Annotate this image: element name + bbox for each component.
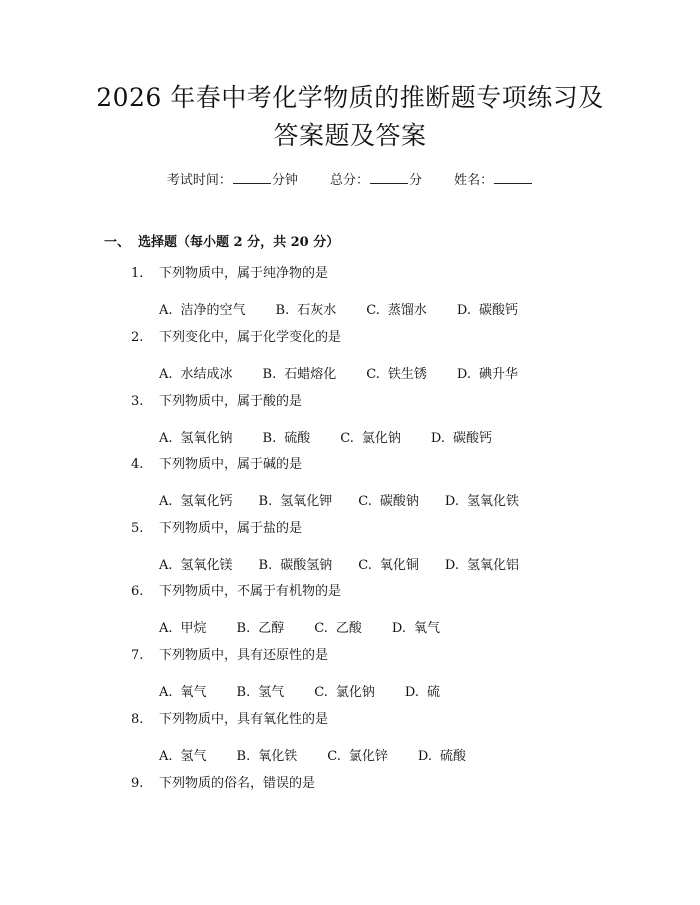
question-text: 下列物质中，不属于有机物的是 bbox=[159, 584, 342, 599]
question-8 bbox=[131, 708, 328, 727]
option-text: 甲烷 bbox=[180, 621, 207, 636]
question-9 bbox=[131, 772, 315, 791]
option-text: 乙酸 bbox=[335, 621, 362, 636]
option-a[interactable] bbox=[159, 617, 207, 636]
option-letter: D. bbox=[456, 303, 471, 318]
total-score-label: 总分： bbox=[329, 173, 369, 188]
exam-time-label: 考试时间： bbox=[166, 173, 232, 188]
option-letter: B. bbox=[262, 367, 277, 382]
page-title-line2: 答案题及答案 bbox=[273, 121, 427, 150]
section-title: 选择题（每小题 2 分，共 20 分） bbox=[138, 235, 340, 250]
option-b[interactable] bbox=[237, 745, 298, 764]
option-letter: B. bbox=[236, 621, 251, 636]
option-text: 氢氧化铁 bbox=[466, 494, 519, 509]
question-text: 下列变化中，属于化学变化的是 bbox=[159, 330, 342, 345]
option-text: 碳酸钙 bbox=[478, 303, 518, 318]
question-6-options bbox=[159, 617, 440, 636]
option-c[interactable] bbox=[327, 745, 388, 764]
question-text: 下列物质中，属于纯净物的是 bbox=[159, 266, 329, 281]
option-a[interactable] bbox=[159, 490, 233, 509]
option-text: 氯化钠 bbox=[335, 685, 375, 700]
option-letter: B. bbox=[236, 685, 251, 700]
option-d[interactable] bbox=[431, 427, 492, 446]
option-a[interactable] bbox=[159, 554, 233, 573]
option-d[interactable] bbox=[445, 490, 519, 509]
option-letter: D. bbox=[456, 367, 471, 382]
student-name-blank bbox=[494, 171, 532, 184]
option-text: 氢气 bbox=[180, 749, 207, 764]
option-d[interactable] bbox=[405, 681, 440, 700]
option-letter: C. bbox=[366, 367, 380, 382]
option-text: 石蜡熔化 bbox=[284, 367, 337, 382]
option-b[interactable] bbox=[259, 490, 333, 509]
option-b[interactable] bbox=[263, 427, 311, 446]
option-d[interactable] bbox=[457, 363, 518, 382]
option-c[interactable] bbox=[366, 299, 427, 318]
option-b[interactable] bbox=[237, 617, 285, 636]
option-text: 氢氧化铝 bbox=[466, 558, 519, 573]
option-letter: C. bbox=[358, 494, 372, 509]
option-text: 氢氧化镁 bbox=[180, 558, 233, 573]
question-2-options bbox=[159, 363, 518, 382]
option-letter: A. bbox=[159, 431, 173, 446]
section-number: 一、 bbox=[104, 235, 131, 250]
question-number: 4. bbox=[131, 457, 144, 472]
option-text: 碳酸钙 bbox=[452, 431, 492, 446]
option-letter: B. bbox=[275, 303, 290, 318]
option-a[interactable] bbox=[159, 681, 207, 700]
option-b[interactable] bbox=[263, 363, 337, 382]
option-text: 氯化锌 bbox=[348, 749, 388, 764]
option-text: 氧化铁 bbox=[258, 749, 298, 764]
exam-time-unit: 分钟 bbox=[271, 173, 298, 188]
question-text: 下列物质中，具有氧化性的是 bbox=[159, 712, 329, 727]
option-c[interactable] bbox=[366, 363, 427, 382]
option-text: 碳酸氢钠 bbox=[280, 558, 333, 573]
exam-meta bbox=[0, 169, 700, 188]
question-number: 2. bbox=[131, 330, 144, 345]
option-letter: B. bbox=[258, 558, 273, 573]
option-letter: B. bbox=[258, 494, 273, 509]
option-letter: A. bbox=[159, 367, 173, 382]
option-letter: A. bbox=[159, 494, 173, 509]
option-text: 乙醇 bbox=[258, 621, 285, 636]
question-3 bbox=[131, 390, 302, 409]
option-text: 氢氧化钾 bbox=[280, 494, 333, 509]
option-letter: D. bbox=[444, 494, 459, 509]
question-1 bbox=[131, 262, 328, 281]
student-name-field bbox=[454, 169, 533, 188]
option-text: 氢氧化钙 bbox=[180, 494, 233, 509]
total-score-field bbox=[330, 169, 422, 188]
option-text: 碘升华 bbox=[478, 367, 518, 382]
question-number: 1. bbox=[131, 266, 144, 281]
question-number: 5. bbox=[131, 521, 144, 536]
question-4 bbox=[131, 453, 302, 472]
option-text: 蒸馏水 bbox=[387, 303, 427, 318]
option-letter: D. bbox=[404, 685, 419, 700]
option-letter: D. bbox=[444, 558, 459, 573]
option-text: 铁生锈 bbox=[387, 367, 427, 382]
question-2 bbox=[131, 326, 341, 345]
option-letter: A. bbox=[159, 303, 173, 318]
option-letter: C. bbox=[340, 431, 354, 446]
option-text: 硫 bbox=[426, 685, 440, 700]
question-7-options bbox=[159, 681, 440, 700]
question-text: 下列物质中，属于碱的是 bbox=[159, 457, 303, 472]
question-text: 下列物质中，具有还原性的是 bbox=[159, 648, 329, 663]
option-text: 氯化钠 bbox=[361, 431, 401, 446]
option-a[interactable] bbox=[159, 299, 246, 318]
option-letter: B. bbox=[236, 749, 251, 764]
option-b[interactable] bbox=[276, 299, 337, 318]
option-c[interactable] bbox=[358, 490, 419, 509]
question-8-options bbox=[159, 745, 466, 764]
option-text: 石灰水 bbox=[297, 303, 337, 318]
option-text: 氢气 bbox=[258, 685, 285, 700]
option-letter: C. bbox=[327, 749, 341, 764]
option-letter: C. bbox=[358, 558, 372, 573]
option-a[interactable] bbox=[159, 745, 207, 764]
option-letter: D. bbox=[391, 621, 406, 636]
question-number: 9. bbox=[131, 776, 144, 791]
option-d[interactable] bbox=[418, 745, 466, 764]
option-d[interactable] bbox=[392, 617, 440, 636]
section-heading bbox=[104, 231, 339, 250]
option-b[interactable] bbox=[259, 554, 333, 573]
option-text: 硫酸 bbox=[439, 749, 466, 764]
option-a[interactable] bbox=[159, 427, 233, 446]
question-5-options bbox=[159, 554, 519, 573]
question-5 bbox=[131, 517, 302, 536]
option-c[interactable] bbox=[314, 617, 362, 636]
option-text: 氧气 bbox=[413, 621, 440, 636]
option-letter: C. bbox=[366, 303, 380, 318]
question-text: 下列物质的俗名，错误的是 bbox=[159, 776, 316, 791]
question-3-options bbox=[159, 427, 492, 446]
option-text: 氧化铜 bbox=[379, 558, 419, 573]
question-1-options bbox=[159, 299, 518, 318]
option-letter: B. bbox=[262, 431, 277, 446]
option-d[interactable] bbox=[457, 299, 518, 318]
exam-time-field bbox=[167, 169, 298, 188]
option-letter: A. bbox=[159, 685, 173, 700]
option-letter: A. bbox=[159, 621, 173, 636]
question-6 bbox=[131, 580, 341, 599]
option-c[interactable] bbox=[314, 681, 375, 700]
question-number: 6. bbox=[131, 584, 144, 599]
option-letter: C. bbox=[314, 621, 328, 636]
student-name-label: 姓名： bbox=[454, 173, 494, 188]
option-b[interactable] bbox=[237, 681, 285, 700]
question-number: 7. bbox=[131, 648, 144, 663]
exam-time-blank bbox=[233, 171, 271, 184]
total-score-unit: 分 bbox=[409, 173, 423, 188]
option-a[interactable] bbox=[159, 363, 233, 382]
question-text: 下列物质中，属于盐的是 bbox=[159, 521, 303, 536]
option-text: 硫酸 bbox=[284, 431, 311, 446]
option-letter: C. bbox=[314, 685, 328, 700]
page-title-line1: 2026 年春中考化学物质的推断题专项练习及 bbox=[96, 83, 604, 112]
question-text: 下列物质中，属于酸的是 bbox=[159, 394, 303, 409]
option-text: 水结成冰 bbox=[180, 367, 233, 382]
option-c[interactable] bbox=[340, 427, 401, 446]
question-number: 8. bbox=[131, 712, 144, 727]
option-text: 氧气 bbox=[180, 685, 207, 700]
total-score-blank bbox=[370, 171, 408, 184]
question-7 bbox=[131, 644, 328, 663]
option-letter: D. bbox=[417, 749, 432, 764]
option-d[interactable] bbox=[445, 554, 519, 573]
option-letter: A. bbox=[159, 558, 173, 573]
option-text: 氢氧化钠 bbox=[180, 431, 233, 446]
option-text: 碳酸钠 bbox=[379, 494, 419, 509]
option-letter: D. bbox=[430, 431, 445, 446]
question-number: 3. bbox=[131, 394, 144, 409]
option-text: 洁净的空气 bbox=[180, 303, 246, 318]
option-c[interactable] bbox=[358, 554, 419, 573]
option-letter: A. bbox=[159, 749, 173, 764]
question-4-options bbox=[159, 490, 519, 509]
